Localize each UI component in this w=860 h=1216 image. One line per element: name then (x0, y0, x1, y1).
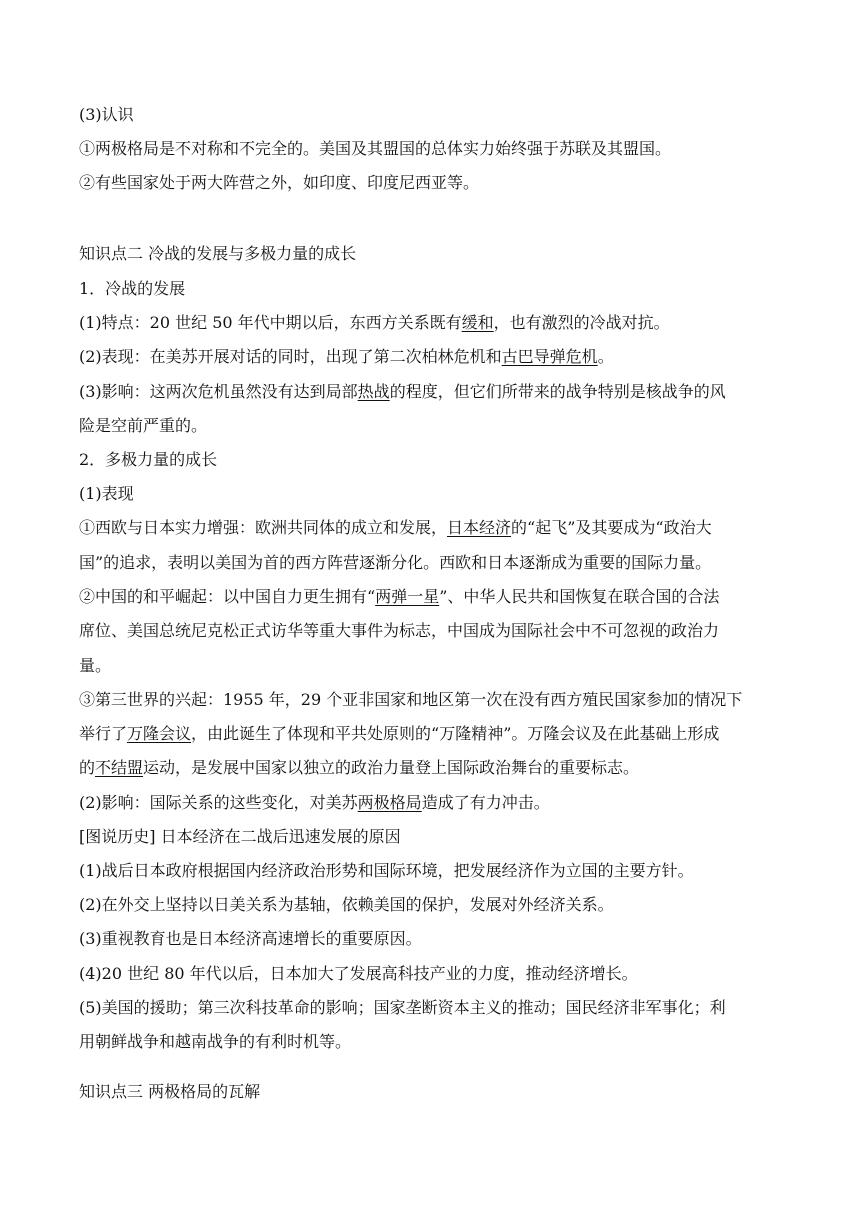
text-run: (2)表现：在美苏开展对话的同时，出现了第二次柏林危机和 (79, 347, 502, 366)
text-run: 席位、美国总统尼克松正式访华等重大事件为标志，中国成为国际社会中不可忽视的政治力 (79, 621, 720, 640)
text-run: 的程度，但它们所带来的战争特别是核战争的风 (389, 382, 726, 401)
paragraph-line (79, 689, 742, 711)
underlined-term: 古巴导弹危机 (501, 347, 598, 366)
text-run: 用朝鲜战争和越南战争的有利时机等。 (79, 1032, 352, 1051)
text-run: ③第三世界的兴起：1955 年，29 个亚非国家和地区第一次在没有西方殖民国家参加的情况下 (79, 690, 743, 709)
text-run: 举行了 (79, 724, 128, 743)
paragraph-line (79, 792, 550, 814)
paragraph-line (79, 997, 726, 1019)
text-run: 国”的追求，表明以美国为首的西方阵营逐渐分化。西欧和日本逐渐成为重要的国际力量。 (79, 553, 712, 572)
text-run: (1)战后日本政府根据国内经济政治形势和国际环境，把发展经济作为立国的主要方针。 (79, 861, 694, 880)
text-run: (3)影响：这两次危机虽然没有达到局部 (79, 382, 358, 401)
text-run: 知识点二 冷战的发展与多极力量的成长 (79, 244, 357, 263)
paragraph-line (79, 860, 694, 882)
text-run: ①西欧与日本实力增强：欧洲共同体的成立和发展， (79, 518, 448, 537)
text-run: 险是空前严重的。 (79, 416, 208, 435)
underlined-term: 缓和 (461, 313, 494, 332)
paragraph-line (79, 104, 134, 126)
text-run: 2．多极力量的成长 (79, 450, 218, 469)
paragraph-line (79, 1031, 351, 1053)
text-run: 运动，是发展中国家以独立的政治力量登上国际政治舞台的重要标志。 (143, 758, 640, 777)
text-run: ②有些国家处于两大阵营之外，如印度、印度尼西亚等。 (79, 173, 480, 192)
text-run: 1．冷战的发展 (79, 279, 186, 298)
underlined-term: 万隆会议 (127, 724, 192, 743)
text-run: (2)影响：国际关系的这些变化，对美苏 (79, 793, 358, 812)
text-run: 。 (597, 347, 614, 366)
text-run: (2)在外交上坚持以日美关系为基轴，依赖美国的保护，发展对外经济关系。 (79, 895, 614, 914)
text-run: 造成了有力冲击。 (421, 793, 550, 812)
underlined-term: 两极格局 (357, 793, 422, 812)
paragraph-line (79, 138, 671, 160)
underlined-term: 热战 (357, 382, 390, 401)
section-heading (79, 243, 356, 265)
underlined-term: 不结盟 (95, 758, 144, 777)
paragraph-line (79, 586, 719, 608)
text-run: ②中国的和平崛起：以中国自力更生拥有“ (79, 587, 376, 606)
subsection-heading (79, 449, 217, 471)
paragraph-line (79, 928, 422, 950)
paragraph-line (79, 655, 111, 677)
paragraph-line (79, 552, 711, 574)
text-run: (4)20 世纪 80 年代以后，日本加大了发展高科技产业的力度，推动经济增长。 (79, 964, 638, 983)
paragraph-line (79, 381, 726, 403)
text-run: 的 (79, 758, 96, 777)
text-run: [图说历史] 日本经济在二战后迅速发展的原因 (79, 827, 401, 846)
paragraph-line (79, 346, 614, 368)
text-run: 的“起飞”及其要成为“政治大 (511, 518, 712, 537)
section-heading (79, 1081, 260, 1103)
text-run: ，也有激烈的冷战对抗。 (493, 313, 670, 332)
text-run: ”、中华人民共和国恢复在联合国的合法 (439, 587, 720, 606)
text-run: ①两极格局是不对称和不完全的。美国及其盟国的总体实力始终强于苏联及其盟国。 (79, 139, 672, 158)
paragraph-line (79, 963, 638, 985)
text-run: ，由此诞生了体现和平共处原则的“万隆精神”。万隆会议及在此基础上形成 (191, 724, 720, 743)
subsection-heading (79, 278, 185, 300)
paragraph-line (79, 723, 719, 745)
text-run: 量。 (79, 656, 112, 675)
paragraph-line (79, 894, 614, 916)
paragraph-line (79, 312, 670, 334)
paragraph-line (79, 620, 719, 642)
text-run: 知识点三 两极格局的瓦解 (79, 1082, 261, 1101)
paragraph-line (79, 757, 639, 779)
illustrated-history-heading (79, 826, 401, 848)
text-run: (5)美国的援助；第三次科技革命的影响；国家垄断资本主义的推动；国民经济非军事化；利 (79, 998, 726, 1017)
paragraph-line (79, 415, 207, 437)
text-run: (3)认识 (79, 105, 134, 124)
text-run: (1)特点：20 世纪 50 年代中期以后，东西方关系既有 (79, 313, 462, 332)
underlined-term: 两弹一星 (375, 587, 440, 606)
underlined-term: 日本经济 (447, 518, 512, 537)
paragraph-line (79, 483, 134, 505)
text-run: (3)重视教育也是日本经济高速增长的重要原因。 (79, 929, 422, 948)
paragraph-line (79, 172, 479, 194)
paragraph-line (79, 517, 712, 539)
text-run: (1)表现 (79, 484, 134, 503)
